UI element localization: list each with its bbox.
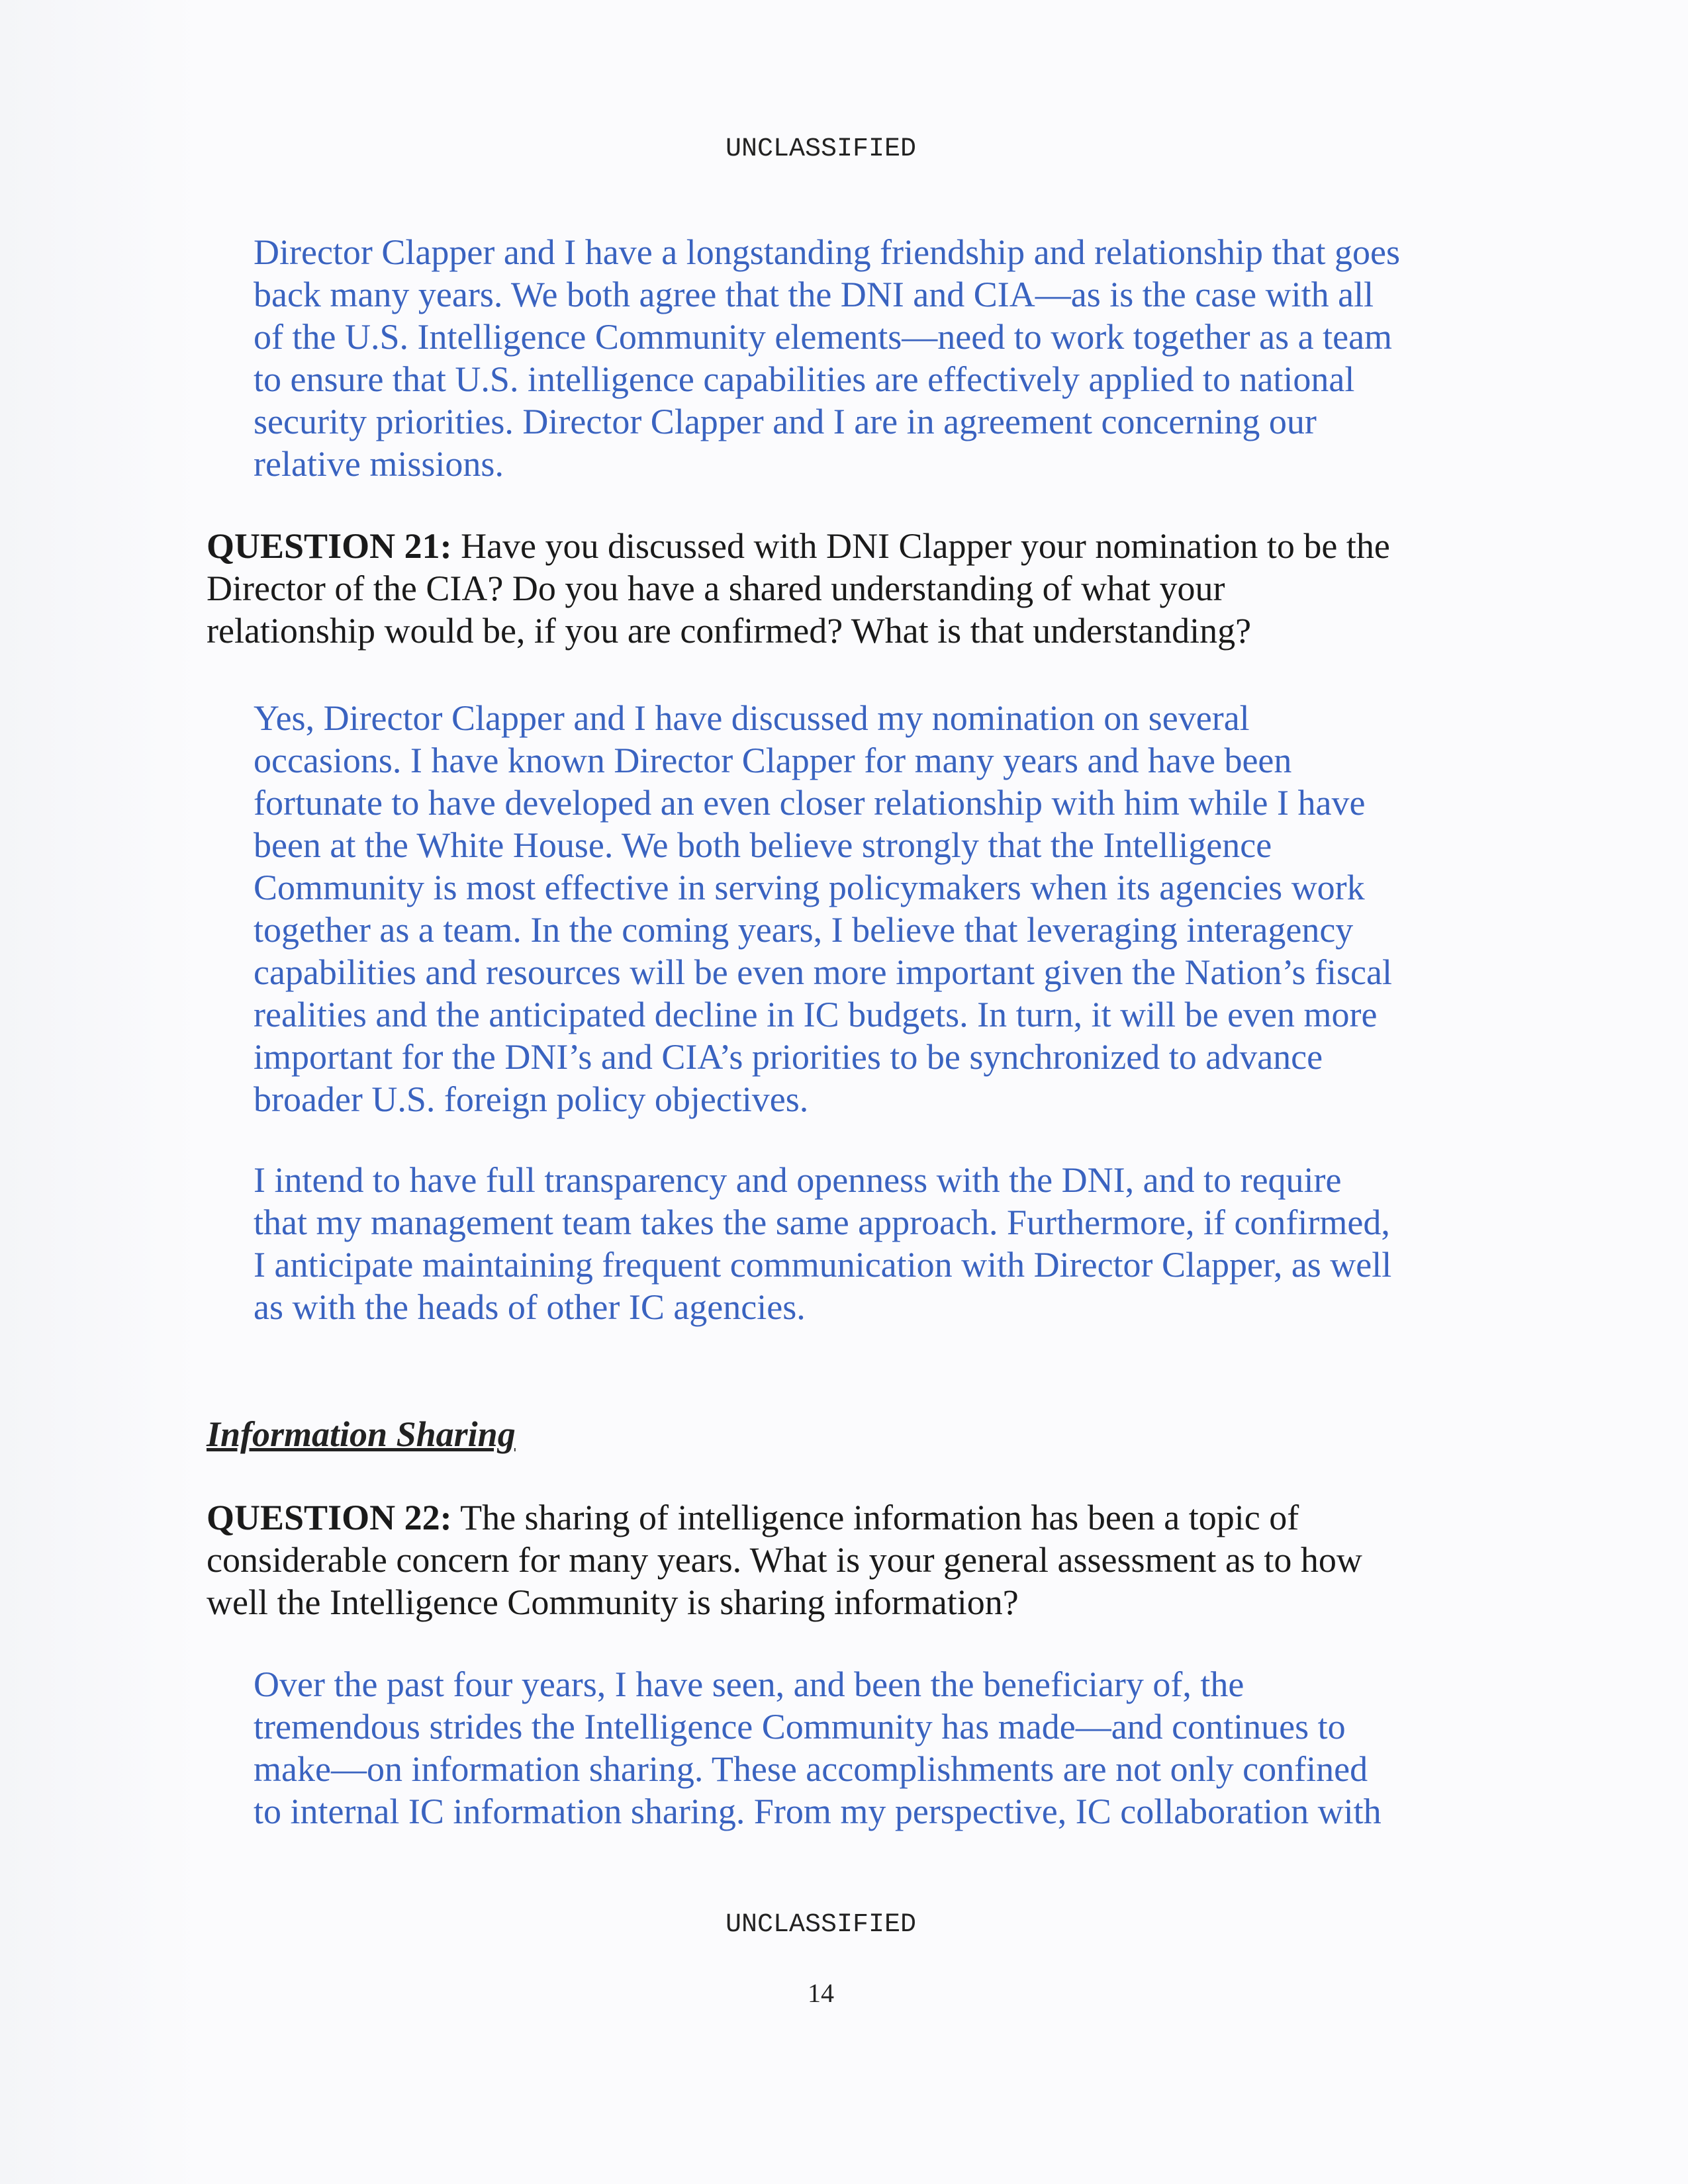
answer-line: I anticipate maintaining frequent communication with Director Clapper, as well <box>254 1245 1392 1285</box>
answer-line: back many years. We both agree that the DNI and CIA—as is the case with all <box>254 275 1374 314</box>
answer-line: been at the White House. We both believe strongly that the Intelligence <box>254 825 1272 865</box>
question-text: The sharing of intelligence information has been a topic of <box>451 1498 1299 1537</box>
answer-line: of the U.S. Intelligence Community elements—need to work together as a team <box>254 317 1393 357</box>
answer-21-paragraph-1 <box>254 697 1392 1120</box>
answer-20-continued <box>254 231 1400 485</box>
question-label: QUESTION 22: <box>207 1498 452 1537</box>
answer-line: make—on information sharing. These accomplishments are not only confined <box>254 1749 1368 1789</box>
question-21 <box>207 525 1390 652</box>
question-line: well the Intelligence Community is sharing information? <box>207 1582 1019 1622</box>
answer-line: Community is most effective in serving policymakers when its agencies work <box>254 868 1365 907</box>
answer-22 <box>254 1663 1382 1833</box>
answer-line: Yes, Director Clapper and I have discussed my nomination on several <box>254 698 1250 738</box>
answer-line: broader U.S. foreign policy objectives. <box>254 1079 809 1119</box>
answer-line: to ensure that U.S. intelligence capabilities are effectively applied to national <box>254 359 1355 399</box>
answer-line: as with the heads of other IC agencies. <box>254 1287 806 1327</box>
answer-21-paragraph-2 <box>254 1159 1391 1328</box>
answer-line: Director Clapper and I have a longstanding friendship and relationship that goes <box>254 232 1401 272</box>
scan-edge-shadow <box>0 0 199 2184</box>
question-text: Have you discussed with DNI Clapper your nomination to be the <box>451 526 1390 566</box>
answer-line: tremendous strides the Intelligence Community has made—and continues to <box>254 1707 1346 1747</box>
question-22 <box>207 1496 1362 1623</box>
page-number: 14 <box>808 1978 834 2008</box>
answer-line: capabilities and resources will be even more important given the Nation’s fiscal <box>254 952 1392 992</box>
answer-line: fortunate to have developed an even closer relationship with him while I have <box>254 783 1366 823</box>
answer-line: important for the DNI’s and CIA’s priorities to be synchronized to advance <box>254 1037 1323 1077</box>
footer-classification: UNCLASSIFIED <box>725 1910 917 1940</box>
answer-line: to internal IC information sharing. From my perspective, IC collaboration with <box>254 1792 1382 1831</box>
section-heading: Information Sharing <box>207 1414 516 1454</box>
answer-line: I intend to have full transparency and openness with the DNI, and to require <box>254 1160 1342 1200</box>
answer-line: Over the past four years, I have seen, and been the beneficiary of, the <box>254 1664 1244 1704</box>
answer-line: security priorities. Director Clapper and I are in agreement concerning our <box>254 402 1317 441</box>
answer-line: together as a team. In the coming years, I believe that leveraging interagency <box>254 910 1354 950</box>
question-label: QUESTION 21: <box>207 526 452 566</box>
header-classification: UNCLASSIFIED <box>725 134 917 164</box>
answer-line: occasions. I have known Director Clapper for many years and have been <box>254 741 1292 780</box>
question-line: relationship would be, if you are confirmed? What is that understanding? <box>207 611 1252 651</box>
question-line: considerable concern for many years. What is your general assessment as to how <box>207 1540 1362 1580</box>
question-line: Director of the CIA? Do you have a shared understanding of what your <box>207 569 1225 608</box>
answer-line: relative missions. <box>254 444 504 484</box>
answer-line: realities and the anticipated decline in IC budgets. In turn, it will be even more <box>254 995 1378 1034</box>
answer-line: that my management team takes the same approach. Furthermore, if confirmed, <box>254 1203 1390 1242</box>
